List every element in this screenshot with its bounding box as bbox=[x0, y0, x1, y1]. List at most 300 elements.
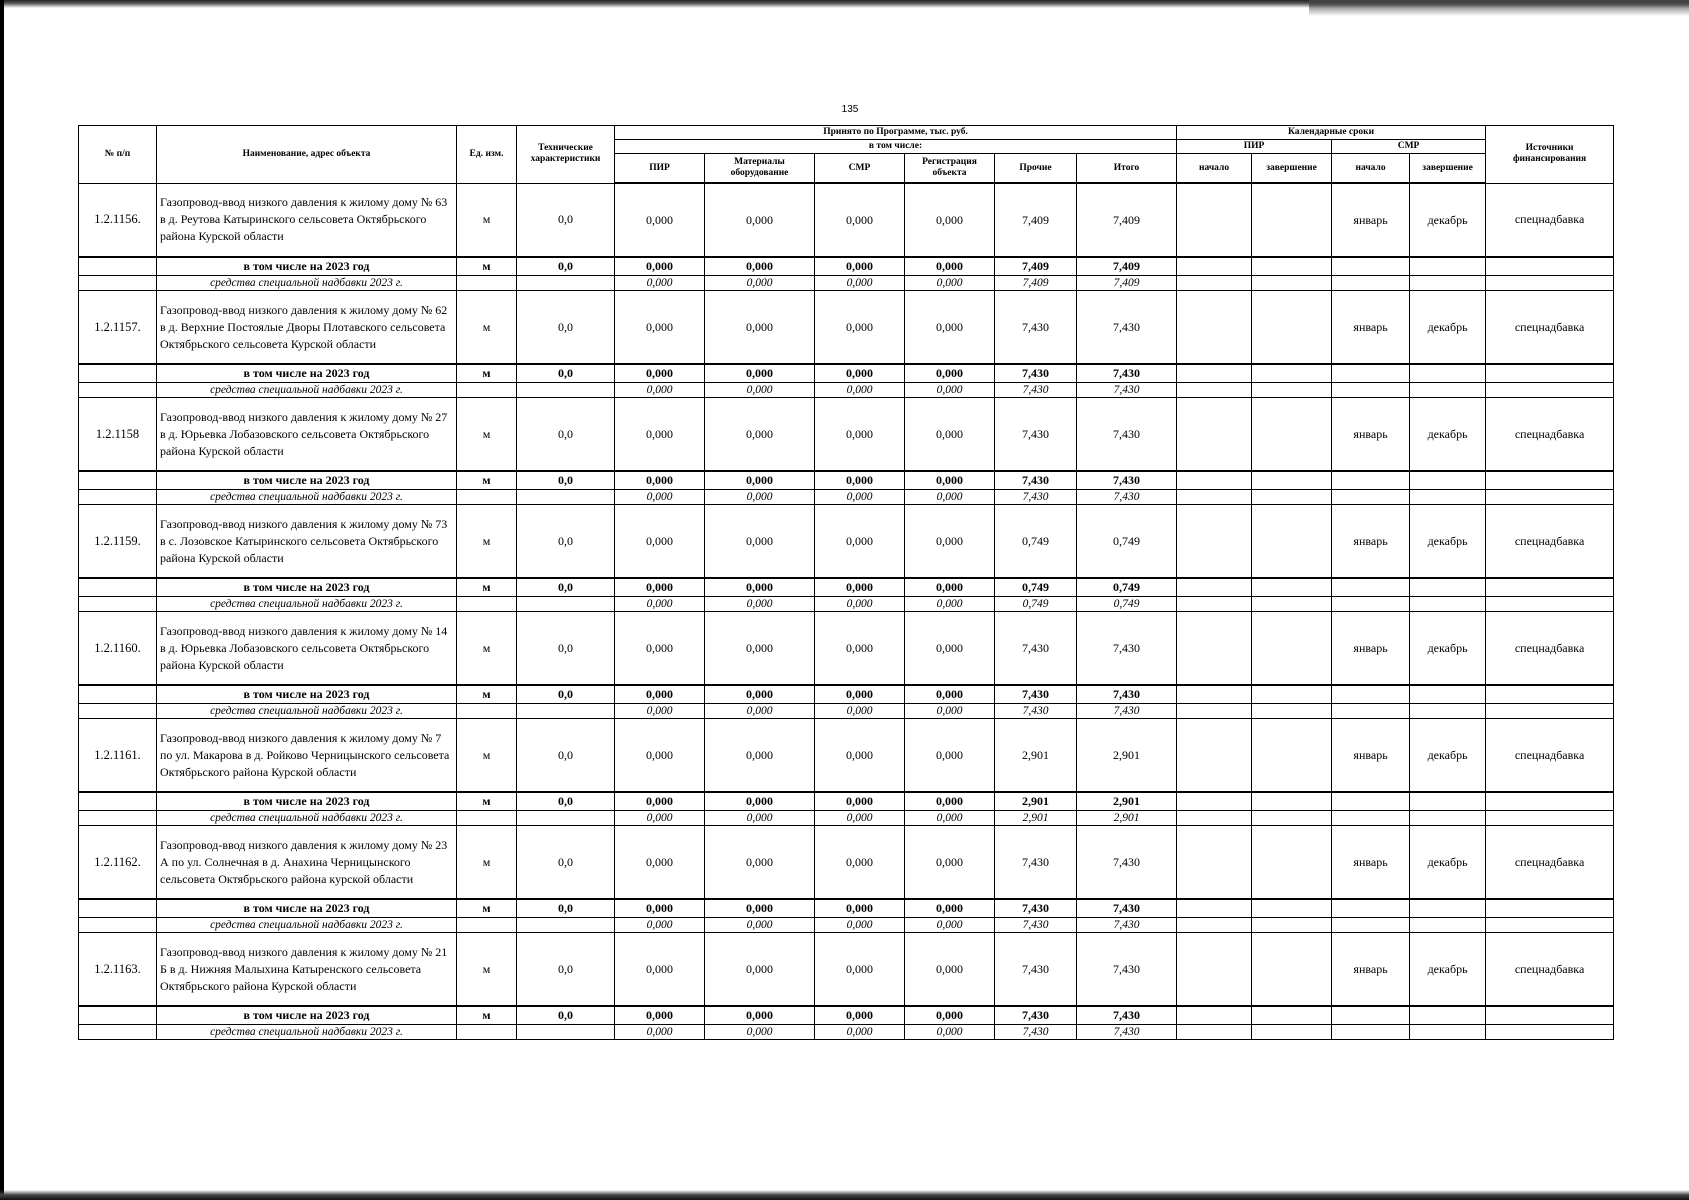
empty-cell bbox=[457, 811, 517, 826]
object-name: Газопровод-ввод низкого давления к жилому дому № 7 по ул. Макарова в д. Ройково Черницынского сельсовета Октябрьского района Курской области bbox=[157, 719, 457, 793]
header-name: Наименование, адрес объекта bbox=[157, 126, 457, 184]
special-value: 7,430 bbox=[1077, 490, 1177, 505]
empty-cell bbox=[1252, 383, 1332, 398]
empty-cell bbox=[1410, 899, 1486, 918]
empty-cell bbox=[1252, 899, 1332, 918]
header-pir-end: завершение bbox=[1252, 154, 1332, 184]
header-smr-end: завершение bbox=[1410, 154, 1486, 184]
unit-cell: м bbox=[457, 398, 517, 472]
header-smr: СМР bbox=[815, 154, 905, 184]
unit-cell: м bbox=[457, 291, 517, 365]
empty-cell bbox=[517, 811, 615, 826]
source-cell: спецнадбавка bbox=[1486, 826, 1614, 900]
special-label: средства специальной надбавки 2023 г. bbox=[157, 383, 457, 398]
year-value: 0,000 bbox=[815, 364, 905, 383]
year-unit: м bbox=[457, 364, 517, 383]
year-value: 0,000 bbox=[705, 1006, 815, 1025]
empty-cell bbox=[1332, 685, 1410, 704]
empty-cell bbox=[1252, 918, 1332, 933]
empty-cell bbox=[1486, 364, 1614, 383]
empty-cell bbox=[1410, 792, 1486, 811]
pir-cell: 0,000 bbox=[615, 291, 705, 365]
other-cell: 7,430 bbox=[995, 826, 1077, 900]
unit-cell: м bbox=[457, 719, 517, 793]
empty-cell bbox=[1486, 1006, 1614, 1025]
special-value: 7,430 bbox=[1077, 1025, 1177, 1040]
special-value: 0,000 bbox=[815, 597, 905, 612]
year-value: 0,749 bbox=[1077, 578, 1177, 597]
empty-cell bbox=[1177, 792, 1252, 811]
pir-cell: 0,000 bbox=[615, 183, 705, 257]
year-value: 0,000 bbox=[705, 471, 815, 490]
year-value: 0,000 bbox=[905, 792, 995, 811]
special-value: 0,000 bbox=[615, 918, 705, 933]
empty-cell bbox=[1486, 597, 1614, 612]
smr-cell: 0,000 bbox=[815, 719, 905, 793]
row-number: 1.2.1159. bbox=[79, 505, 157, 579]
special-value: 2,901 bbox=[995, 811, 1077, 826]
year-value: 0,000 bbox=[905, 471, 995, 490]
materials-cell: 0,000 bbox=[705, 612, 815, 686]
empty-cell bbox=[1410, 383, 1486, 398]
smr-start-cell: январь bbox=[1332, 398, 1410, 472]
smr-cell: 0,000 bbox=[815, 398, 905, 472]
row-number-empty bbox=[79, 471, 157, 490]
year-value: 0,000 bbox=[705, 685, 815, 704]
year-row bbox=[79, 578, 1614, 597]
empty-cell bbox=[1177, 1025, 1252, 1040]
pir-cell: 0,000 bbox=[615, 826, 705, 900]
empty-cell bbox=[517, 704, 615, 719]
year-value: 0,000 bbox=[615, 685, 705, 704]
row-number: 1.2.1160. bbox=[79, 612, 157, 686]
pir-cell: 0,000 bbox=[615, 505, 705, 579]
page-number: 135 bbox=[841, 104, 859, 115]
year-value: 0,000 bbox=[615, 899, 705, 918]
special-value: 7,430 bbox=[1077, 383, 1177, 398]
empty-cell bbox=[1410, 276, 1486, 291]
empty-cell bbox=[1486, 1025, 1614, 1040]
smr-cell: 0,000 bbox=[815, 505, 905, 579]
special-row bbox=[79, 597, 1614, 612]
table-row bbox=[79, 719, 1614, 793]
total-cell: 7,430 bbox=[1077, 398, 1177, 472]
special-row bbox=[79, 704, 1614, 719]
special-row bbox=[79, 383, 1614, 398]
special-value: 0,000 bbox=[815, 383, 905, 398]
special-row bbox=[79, 918, 1614, 933]
special-value: 2,901 bbox=[1077, 811, 1177, 826]
year-row bbox=[79, 257, 1614, 276]
year-label: в том числе на 2023 год bbox=[157, 364, 457, 383]
empty-cell bbox=[1177, 899, 1252, 918]
smr-start-cell: январь bbox=[1332, 719, 1410, 793]
smr-end-cell: декабрь bbox=[1410, 183, 1486, 257]
pir-end-cell bbox=[1252, 398, 1332, 472]
special-value: 7,409 bbox=[1077, 276, 1177, 291]
row-number-empty bbox=[79, 1006, 157, 1025]
empty-cell bbox=[457, 276, 517, 291]
year-row bbox=[79, 899, 1614, 918]
special-value: 0,000 bbox=[905, 490, 995, 505]
table-row bbox=[79, 826, 1614, 900]
special-row bbox=[79, 811, 1614, 826]
year-tech: 0,0 bbox=[517, 685, 615, 704]
special-value: 0,000 bbox=[615, 704, 705, 719]
year-value: 0,000 bbox=[815, 471, 905, 490]
empty-cell bbox=[1177, 471, 1252, 490]
row-number-empty bbox=[79, 685, 157, 704]
empty-cell bbox=[1486, 918, 1614, 933]
year-tech: 0,0 bbox=[517, 471, 615, 490]
smr-end-cell: декабрь bbox=[1410, 291, 1486, 365]
header-cal-smr: СМР bbox=[1332, 140, 1486, 154]
registration-cell: 0,000 bbox=[905, 183, 995, 257]
other-cell: 7,430 bbox=[995, 291, 1077, 365]
header-cal-pir: ПИР bbox=[1177, 140, 1332, 154]
empty-cell bbox=[1486, 704, 1614, 719]
empty-cell bbox=[1177, 918, 1252, 933]
empty-cell bbox=[1332, 899, 1410, 918]
empty-cell bbox=[1252, 490, 1332, 505]
special-row bbox=[79, 490, 1614, 505]
empty-cell bbox=[1332, 792, 1410, 811]
empty-cell bbox=[1177, 276, 1252, 291]
object-name: Газопровод-ввод низкого давления к жилому дому № 63 в д. Реутова Катыринского сельсовета Октябрьского района Курской области bbox=[157, 183, 457, 257]
materials-cell: 0,000 bbox=[705, 398, 815, 472]
header-smr-start: начало bbox=[1332, 154, 1410, 184]
special-value: 0,000 bbox=[615, 811, 705, 826]
row-number: 1.2.1163. bbox=[79, 933, 157, 1007]
object-name: Газопровод-ввод низкого давления к жилому дому № 73 в с. Лозовское Катыринского сельсовета Октябрьского района Курской области bbox=[157, 505, 457, 579]
year-unit: м bbox=[457, 578, 517, 597]
empty-cell bbox=[457, 490, 517, 505]
row-number-empty bbox=[79, 597, 157, 612]
empty-cell bbox=[1410, 490, 1486, 505]
pir-cell: 0,000 bbox=[615, 719, 705, 793]
row-number: 1.2.1158 bbox=[79, 398, 157, 472]
year-unit: м bbox=[457, 899, 517, 918]
empty-cell bbox=[1177, 383, 1252, 398]
materials-cell: 0,000 bbox=[705, 183, 815, 257]
table-row bbox=[79, 933, 1614, 1007]
object-name: Газопровод-ввод низкого давления к жилому дому № 27 в д. Юрьевка Лобазовского сельсовета Октябрьского района Курской области bbox=[157, 398, 457, 472]
special-value: 0,000 bbox=[905, 704, 995, 719]
smr-start-cell: январь bbox=[1332, 826, 1410, 900]
unit-cell: м bbox=[457, 612, 517, 686]
special-value: 0,000 bbox=[905, 597, 995, 612]
year-unit: м bbox=[457, 257, 517, 276]
materials-cell: 0,000 bbox=[705, 505, 815, 579]
row-number-empty bbox=[79, 792, 157, 811]
scan-edge-top-right bbox=[1309, 0, 1689, 16]
smr-cell: 0,000 bbox=[815, 183, 905, 257]
row-number-empty bbox=[79, 276, 157, 291]
header-pir-start: начало bbox=[1177, 154, 1252, 184]
unit-cell: м bbox=[457, 933, 517, 1007]
row-number: 1.2.1162. bbox=[79, 826, 157, 900]
table-row bbox=[79, 612, 1614, 686]
empty-cell bbox=[1332, 597, 1410, 612]
year-value: 0,000 bbox=[615, 471, 705, 490]
year-value: 0,000 bbox=[905, 364, 995, 383]
year-value: 7,430 bbox=[1077, 471, 1177, 490]
empty-cell bbox=[1177, 364, 1252, 383]
year-value: 0,000 bbox=[615, 578, 705, 597]
year-row bbox=[79, 685, 1614, 704]
empty-cell bbox=[1332, 257, 1410, 276]
tech-cell: 0,0 bbox=[517, 291, 615, 365]
special-value: 0,000 bbox=[615, 276, 705, 291]
unit-cell: м bbox=[457, 505, 517, 579]
pir-start-cell bbox=[1177, 719, 1252, 793]
table-row bbox=[79, 183, 1614, 257]
special-value: 7,430 bbox=[1077, 918, 1177, 933]
empty-cell bbox=[1177, 704, 1252, 719]
pir-start-cell bbox=[1177, 612, 1252, 686]
total-cell: 0,749 bbox=[1077, 505, 1177, 579]
empty-cell bbox=[1332, 471, 1410, 490]
empty-cell bbox=[1410, 1006, 1486, 1025]
other-cell: 7,430 bbox=[995, 933, 1077, 1007]
special-value: 0,000 bbox=[905, 1025, 995, 1040]
scan-edge-bottom bbox=[0, 1190, 1689, 1200]
row-number-empty bbox=[79, 704, 157, 719]
empty-cell bbox=[457, 1025, 517, 1040]
empty-cell bbox=[457, 597, 517, 612]
year-value: 7,409 bbox=[995, 257, 1077, 276]
empty-cell bbox=[1252, 364, 1332, 383]
row-number-empty bbox=[79, 364, 157, 383]
empty-cell bbox=[1332, 1025, 1410, 1040]
row-number-empty bbox=[79, 811, 157, 826]
year-value: 7,430 bbox=[995, 364, 1077, 383]
row-number-empty bbox=[79, 918, 157, 933]
smr-end-cell: декабрь bbox=[1410, 719, 1486, 793]
empty-cell bbox=[1410, 597, 1486, 612]
year-value: 0,000 bbox=[705, 899, 815, 918]
special-label: средства специальной надбавки 2023 г. bbox=[157, 704, 457, 719]
year-tech: 0,0 bbox=[517, 364, 615, 383]
smr-end-cell: декабрь bbox=[1410, 933, 1486, 1007]
special-value: 0,000 bbox=[615, 1025, 705, 1040]
empty-cell bbox=[1177, 811, 1252, 826]
header-accepted: Принято по Программе, тыс. руб. bbox=[615, 126, 1177, 140]
empty-cell bbox=[1252, 471, 1332, 490]
row-number-empty bbox=[79, 257, 157, 276]
year-unit: м bbox=[457, 792, 517, 811]
special-value: 7,430 bbox=[995, 1025, 1077, 1040]
year-value: 0,000 bbox=[615, 257, 705, 276]
empty-cell bbox=[517, 383, 615, 398]
other-cell: 7,409 bbox=[995, 183, 1077, 257]
object-name: Газопровод-ввод низкого давления к жилому дому № 23 А по ул. Солнечная в д. Анахина Черницынского сельсовета Октябрьского района курской области bbox=[157, 826, 457, 900]
scan-edge-left bbox=[0, 0, 4, 1200]
header-registration: Регистрация объекта bbox=[905, 154, 995, 184]
smr-end-cell: декабрь bbox=[1410, 826, 1486, 900]
program-table bbox=[78, 125, 1614, 1040]
row-number: 1.2.1156. bbox=[79, 183, 157, 257]
special-value: 0,000 bbox=[815, 490, 905, 505]
year-row bbox=[79, 471, 1614, 490]
header-sources: Источники финансирования bbox=[1486, 126, 1614, 184]
special-value: 0,000 bbox=[705, 1025, 815, 1040]
row-number-empty bbox=[79, 578, 157, 597]
smr-cell: 0,000 bbox=[815, 933, 905, 1007]
empty-cell bbox=[1252, 685, 1332, 704]
year-value: 7,430 bbox=[995, 899, 1077, 918]
year-label: в том числе на 2023 год bbox=[157, 1006, 457, 1025]
empty-cell bbox=[1486, 383, 1614, 398]
special-value: 7,430 bbox=[995, 918, 1077, 933]
total-cell: 7,430 bbox=[1077, 933, 1177, 1007]
year-label: в том числе на 2023 год bbox=[157, 257, 457, 276]
empty-cell bbox=[1332, 383, 1410, 398]
row-number-empty bbox=[79, 383, 157, 398]
empty-cell bbox=[1410, 704, 1486, 719]
year-value: 7,430 bbox=[995, 685, 1077, 704]
empty-cell bbox=[1252, 792, 1332, 811]
empty-cell bbox=[1486, 685, 1614, 704]
other-cell: 7,430 bbox=[995, 398, 1077, 472]
empty-cell bbox=[1486, 811, 1614, 826]
materials-cell: 0,000 bbox=[705, 826, 815, 900]
pir-start-cell bbox=[1177, 933, 1252, 1007]
special-row bbox=[79, 276, 1614, 291]
smr-start-cell: январь bbox=[1332, 933, 1410, 1007]
header-materials: Материалы оборудование bbox=[705, 154, 815, 184]
empty-cell bbox=[1486, 792, 1614, 811]
total-cell: 7,430 bbox=[1077, 612, 1177, 686]
special-label: средства специальной надбавки 2023 г. bbox=[157, 1025, 457, 1040]
year-row bbox=[79, 1006, 1614, 1025]
pir-start-cell bbox=[1177, 183, 1252, 257]
empty-cell bbox=[1410, 257, 1486, 276]
empty-cell bbox=[1252, 1025, 1332, 1040]
empty-cell bbox=[1177, 257, 1252, 276]
total-cell: 7,409 bbox=[1077, 183, 1177, 257]
special-value: 0,749 bbox=[995, 597, 1077, 612]
special-value: 7,430 bbox=[1077, 704, 1177, 719]
year-tech: 0,0 bbox=[517, 257, 615, 276]
special-value: 0,000 bbox=[615, 383, 705, 398]
year-value: 7,430 bbox=[1077, 899, 1177, 918]
smr-start-cell: январь bbox=[1332, 291, 1410, 365]
registration-cell: 0,000 bbox=[905, 398, 995, 472]
empty-cell bbox=[1252, 257, 1332, 276]
year-value: 0,000 bbox=[815, 257, 905, 276]
year-tech: 0,0 bbox=[517, 578, 615, 597]
empty-cell bbox=[1252, 597, 1332, 612]
year-value: 0,749 bbox=[995, 578, 1077, 597]
object-name: Газопровод-ввод низкого давления к жилому дому № 62 в д. Верхние Постоялые Дворы Плотавского сельсовета Октябрьского сельсовета Курской области bbox=[157, 291, 457, 365]
year-value: 7,430 bbox=[1077, 1006, 1177, 1025]
empty-cell bbox=[517, 597, 615, 612]
object-name: Газопровод-ввод низкого давления к жилому дому № 21 Б в д. Нижняя Малыхина Катыренского сельсовета Октябрьского района Курской области bbox=[157, 933, 457, 1007]
pir-start-cell bbox=[1177, 826, 1252, 900]
year-value: 0,000 bbox=[905, 685, 995, 704]
registration-cell: 0,000 bbox=[905, 612, 995, 686]
empty-cell bbox=[1332, 578, 1410, 597]
year-value: 0,000 bbox=[705, 792, 815, 811]
empty-cell bbox=[517, 490, 615, 505]
year-unit: м bbox=[457, 685, 517, 704]
empty-cell bbox=[1410, 918, 1486, 933]
empty-cell bbox=[1332, 704, 1410, 719]
source-cell: спецнадбавка bbox=[1486, 398, 1614, 472]
year-unit: м bbox=[457, 1006, 517, 1025]
empty-cell bbox=[1410, 811, 1486, 826]
pir-cell: 0,000 bbox=[615, 933, 705, 1007]
empty-cell bbox=[1486, 471, 1614, 490]
year-value: 0,000 bbox=[615, 792, 705, 811]
year-value: 2,901 bbox=[1077, 792, 1177, 811]
special-value: 0,000 bbox=[815, 276, 905, 291]
special-value: 7,409 bbox=[995, 276, 1077, 291]
year-value: 0,000 bbox=[905, 257, 995, 276]
source-cell: спецнадбавка bbox=[1486, 291, 1614, 365]
empty-cell bbox=[1177, 597, 1252, 612]
unit-cell: м bbox=[457, 826, 517, 900]
empty-cell bbox=[1177, 685, 1252, 704]
empty-cell bbox=[1177, 490, 1252, 505]
year-value: 0,000 bbox=[815, 685, 905, 704]
special-row bbox=[79, 1025, 1614, 1040]
year-tech: 0,0 bbox=[517, 792, 615, 811]
special-value: 0,000 bbox=[815, 811, 905, 826]
empty-cell bbox=[1252, 704, 1332, 719]
registration-cell: 0,000 bbox=[905, 826, 995, 900]
table-row bbox=[79, 291, 1614, 365]
empty-cell bbox=[1410, 1025, 1486, 1040]
empty-cell bbox=[517, 918, 615, 933]
tech-cell: 0,0 bbox=[517, 612, 615, 686]
empty-cell bbox=[1332, 918, 1410, 933]
materials-cell: 0,000 bbox=[705, 719, 815, 793]
special-value: 0,000 bbox=[815, 704, 905, 719]
year-label: в том числе на 2023 год bbox=[157, 685, 457, 704]
empty-cell bbox=[1332, 364, 1410, 383]
registration-cell: 0,000 bbox=[905, 933, 995, 1007]
total-cell: 7,430 bbox=[1077, 826, 1177, 900]
special-label: средства специальной надбавки 2023 г. bbox=[157, 597, 457, 612]
tech-cell: 0,0 bbox=[517, 719, 615, 793]
empty-cell bbox=[1410, 685, 1486, 704]
smr-start-cell: январь bbox=[1332, 505, 1410, 579]
smr-cell: 0,000 bbox=[815, 826, 905, 900]
pir-cell: 0,000 bbox=[615, 612, 705, 686]
pir-end-cell bbox=[1252, 291, 1332, 365]
year-tech: 0,0 bbox=[517, 899, 615, 918]
smr-end-cell: декабрь bbox=[1410, 612, 1486, 686]
empty-cell bbox=[457, 704, 517, 719]
empty-cell bbox=[1486, 578, 1614, 597]
year-value: 0,000 bbox=[905, 578, 995, 597]
special-value: 0,000 bbox=[905, 918, 995, 933]
pir-end-cell bbox=[1252, 612, 1332, 686]
special-value: 0,000 bbox=[705, 704, 815, 719]
year-value: 2,901 bbox=[995, 792, 1077, 811]
table-row bbox=[79, 398, 1614, 472]
empty-cell bbox=[457, 918, 517, 933]
empty-cell bbox=[1332, 490, 1410, 505]
materials-cell: 0,000 bbox=[705, 933, 815, 1007]
source-cell: спецнадбавка bbox=[1486, 183, 1614, 257]
special-label: средства специальной надбавки 2023 г. bbox=[157, 490, 457, 505]
year-value: 0,000 bbox=[815, 1006, 905, 1025]
table-body bbox=[79, 183, 1614, 1040]
special-value: 0,000 bbox=[815, 918, 905, 933]
